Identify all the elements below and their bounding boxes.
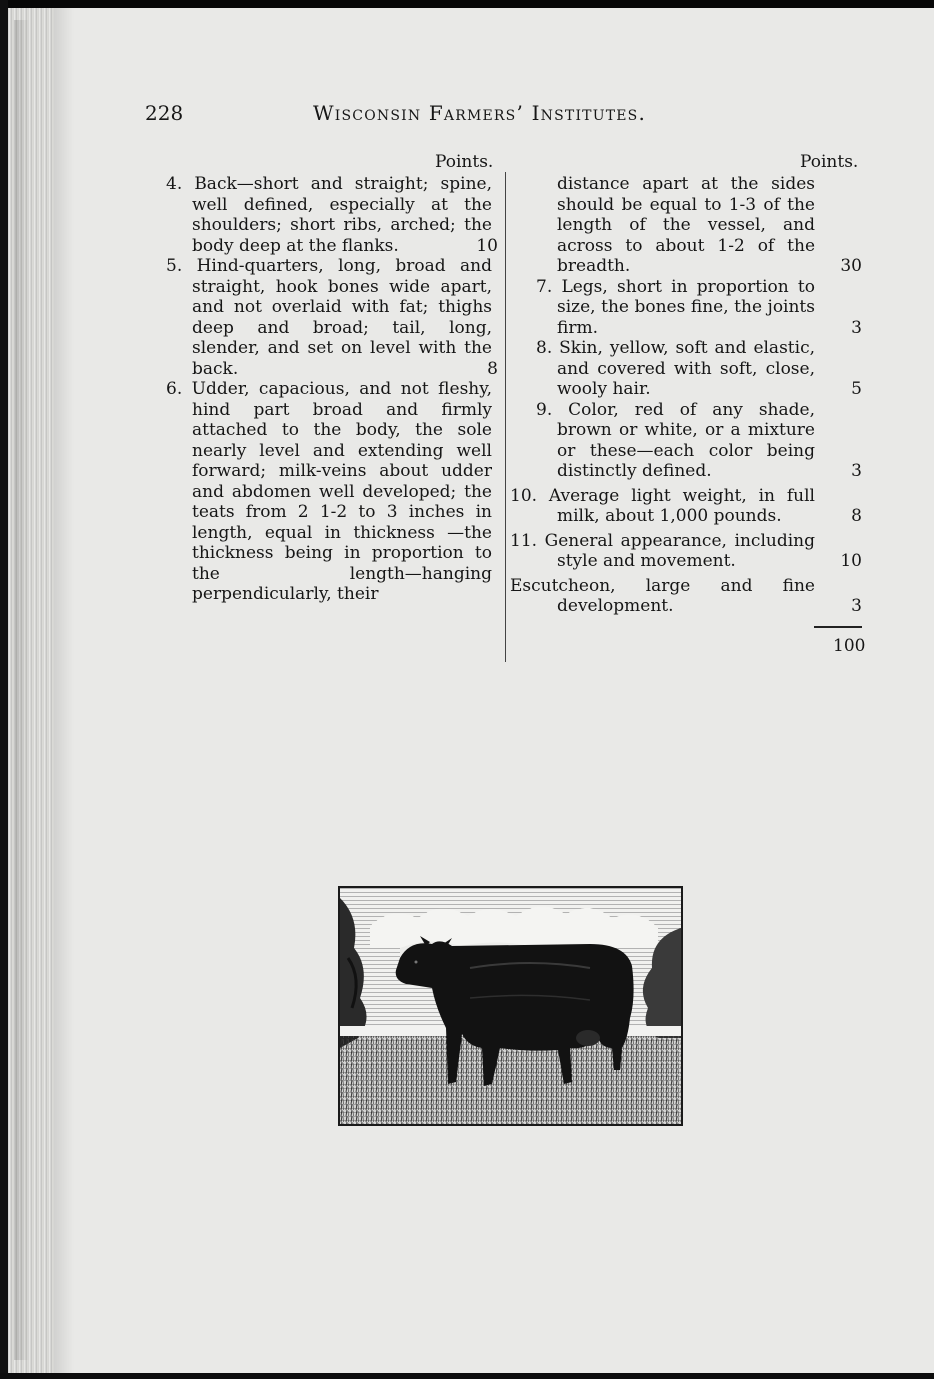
entry-points: 8 xyxy=(851,506,862,526)
running-head xyxy=(145,101,705,135)
score-entry xyxy=(150,379,500,605)
column-divider xyxy=(505,172,506,662)
spine-shadow xyxy=(14,20,30,1360)
entry-points: 3 xyxy=(851,596,862,616)
scan-border-bottom xyxy=(0,1373,934,1379)
entry-points: 8 xyxy=(487,358,498,379)
entry-text: 6. Udder, capacious, and not fleshy, hind part broad and firmly attached to the body, the sole nearly level and extending well forward; milk-veins about udder and abdomen well developed; the teats from 2 1-2 to 3 inches in length, equal in thickness —the thickness being in proportion to the length—hanging perpendicularly, their xyxy=(166,379,492,604)
score-entry xyxy=(510,486,865,527)
cow-engraving-image xyxy=(340,888,681,1124)
score-entry xyxy=(510,400,865,482)
page-gutter-shade xyxy=(54,8,74,1373)
entry-text: 7. Legs, short in proportion to size, the bones fine, the joints firm. xyxy=(536,276,815,338)
score-entry xyxy=(510,338,865,400)
total-rule xyxy=(814,626,862,628)
entry-points: 10 xyxy=(476,235,498,256)
points-heading-right: Points. xyxy=(800,152,859,172)
entry-points: 30 xyxy=(840,256,862,276)
entry-text: distance apart at the sides should be equal to 1-3 of the length of the vessel, and across to about 1-2 of the breadth. xyxy=(557,174,815,276)
entry-points: 5 xyxy=(851,379,862,399)
entry-text: 8. Skin, yellow, soft and elastic, and covered with soft, close, wooly hair. xyxy=(536,338,815,399)
right-column xyxy=(510,174,865,617)
score-entry xyxy=(150,256,500,379)
entry-text: 4. Back—short and straight; spine, well defined, especially at the shoulders; short ribs, arched; the body deep at the flanks. xyxy=(166,174,492,256)
entry-text: 9. Color, red of any shade, brown or white, or a mixture or these—each color being distinctly defined. xyxy=(536,399,815,481)
score-entry xyxy=(510,576,865,617)
score-entry xyxy=(510,531,865,572)
score-entry-continuation xyxy=(510,174,865,277)
entry-points: 10 xyxy=(840,551,862,571)
scan-border-top xyxy=(0,0,934,8)
scan-border-left xyxy=(0,0,8,1379)
score-entry xyxy=(150,174,500,256)
left-column xyxy=(150,174,500,605)
entry-text: Escutcheon, large and fine development. xyxy=(510,575,815,616)
entry-text: 11. General appearance, including style and movement. xyxy=(510,530,815,571)
points-heading-left: Points. xyxy=(435,152,494,172)
score-entry xyxy=(510,277,865,339)
points-total: 100 xyxy=(833,636,866,656)
cow-engraving-illustration xyxy=(338,886,683,1126)
page-number: 228 xyxy=(145,101,184,125)
entry-points: 3 xyxy=(851,317,862,338)
entry-points: 3 xyxy=(851,461,862,481)
entry-text: 5. Hind-quarters, long, broad and straight, hook bones wide apart, and not overlaid with fat; thighs deep and broad; tail, long, slender, and set on level with the back. xyxy=(166,256,492,379)
page-title: Wisconsin Farmers’ Institutes. xyxy=(313,101,647,125)
entry-text: 10. Average light weight, in full milk, about 1,000 pounds. xyxy=(510,485,815,526)
